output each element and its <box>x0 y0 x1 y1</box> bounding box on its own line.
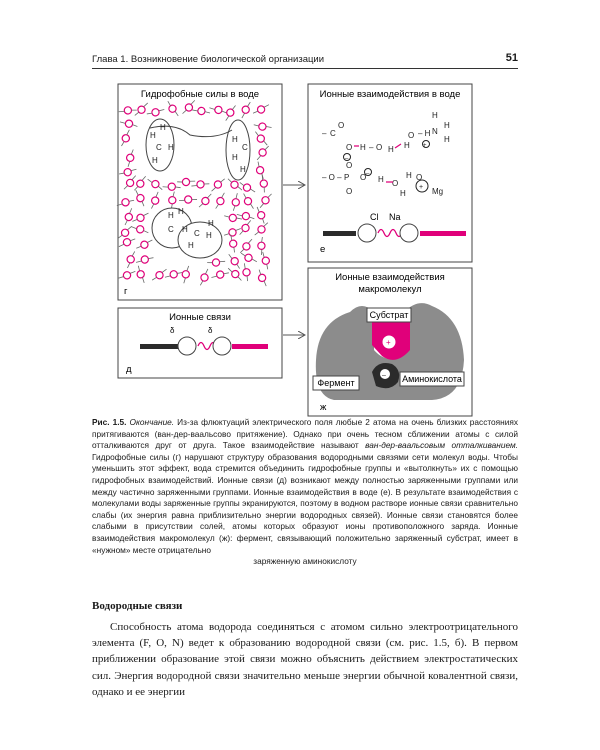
figure-number: Рис. 1.5. <box>92 417 127 427</box>
svg-text:H: H <box>232 153 238 162</box>
svg-text:H: H <box>188 241 194 250</box>
chapter-title: Глава 1. Возникновение биологической организации <box>92 54 325 65</box>
svg-text:Na: Na <box>389 212 401 222</box>
svg-text:– O –: – O – <box>322 173 342 182</box>
svg-text:O: O <box>376 143 383 152</box>
svg-text:H: H <box>444 135 450 144</box>
panel-g-frame <box>118 84 282 300</box>
svg-text:H: H <box>206 231 212 240</box>
svg-text:H: H <box>388 145 394 154</box>
svg-text:H: H <box>432 111 438 120</box>
svg-text:H: H <box>444 121 450 130</box>
caption-text-1: Из-за флюктуаций электрического поля любые 2 атома на очень близких расстояниях притягиваются (ван-дер-ваальсово притяжение). Однако при очень тесном сближении атомы с силой отталкиваются друг от друга. Такое взаимодействие называют <box>92 417 519 451</box>
caption-italic-term: ван-дер-ваальсовым отталкиванием. <box>365 440 518 451</box>
svg-text:+: + <box>423 143 427 149</box>
svg-text:H: H <box>168 143 174 152</box>
svg-text:O: O <box>338 121 345 130</box>
svg-text:е: е <box>320 244 326 255</box>
svg-text:H: H <box>182 225 188 234</box>
panel-zh-title-1: Ионные взаимодействия <box>335 272 445 283</box>
panel-zh-letter: ж <box>320 402 327 413</box>
svg-text:–: – <box>345 156 349 162</box>
svg-text:C: C <box>242 143 248 152</box>
svg-text:– H: – H <box>418 129 431 138</box>
section-heading: Водородные связи <box>92 600 183 612</box>
svg-text:δ: δ <box>170 326 175 335</box>
svg-text:–: – <box>322 129 327 138</box>
panel-g-letter: г <box>124 286 128 297</box>
svg-text:H: H <box>150 131 156 140</box>
svg-text:O: O <box>392 179 399 188</box>
svg-text:H: H <box>240 165 246 174</box>
svg-text:H: H <box>378 175 384 184</box>
svg-text:H: H <box>232 135 238 144</box>
svg-text:–: – <box>366 171 370 177</box>
svg-text:O: O <box>408 131 415 140</box>
svg-text:H: H <box>178 207 184 216</box>
svg-text:C: C <box>168 225 174 234</box>
svg-text:+: + <box>419 184 424 191</box>
svg-text:O: O <box>360 173 367 182</box>
amino-acid-label: Аминокислота <box>402 374 462 384</box>
svg-text:C: C <box>330 129 336 138</box>
figure-caption <box>92 417 518 568</box>
svg-text:–: – <box>369 143 374 152</box>
enzyme-label: Фермент <box>317 378 355 388</box>
svg-text:H: H <box>360 143 366 152</box>
svg-text:N: N <box>432 127 438 136</box>
panel-d-title: Ионные связи <box>169 312 231 323</box>
caption-lead: Окончание. <box>129 417 175 427</box>
svg-text:O: O <box>346 161 353 170</box>
svg-text:+: + <box>386 338 391 347</box>
svg-text:H: H <box>404 141 410 150</box>
svg-text:O: O <box>346 187 353 196</box>
caption-text-2: Гидрофобные силы (г) нарушают структуру образования водородными связями сети молекул воды. Чтобы уменьшить этот эффект, вода стремится объединить гидрофобные группы и «вытолкнуть» их с помощью гидрофобных взаимодействий. Ионные связи (д) возникают между полностью заряженными группами или между частично заряженными группами. Ионные взаимодействия в воде (е). В результате взаимодействия с молекулами воды заряженные группы экранируются, поэтому в водном растворе ионные связи сравнительно слабы (их энергия равна приблизительно энергии водородных связей). Ионные связи становятся более слабыми в присутствии солей, атомы которых образуют ионы противоположного заряда. Ионные взаимодействия макромолекул (ж): фермент, связывающий положительно заряженный субстрат, имеет в «нужном» месте отрицательно <box>92 451 518 555</box>
panel-zh-title-2: макромолекул <box>358 284 422 295</box>
svg-text:C: C <box>194 229 200 238</box>
caption-last-line: заряженную аминокислоту <box>253 556 357 567</box>
svg-text:Mg: Mg <box>432 187 444 196</box>
svg-text:H: H <box>168 211 174 220</box>
svg-text:H: H <box>400 189 406 198</box>
svg-text:д: д <box>126 364 132 375</box>
panel-g-title: Гидрофобные силы в воде <box>140 89 260 100</box>
svg-text:–: – <box>382 372 386 379</box>
svg-text:H: H <box>160 123 166 132</box>
section-paragraph: Способность атома водорода соединяться с атомом сильно электроотрицательного элемента (F, O, N) ведет к образованию водородной связи (см. рис. 1.5, б). В первом приближении образование этой связи можно объяснить действием электростатических сил. Энергия водородной связи значительно меньше энергии обычной ковалентной связи, однако и ее энергии <box>92 621 518 698</box>
svg-text:P: P <box>344 173 350 182</box>
svg-text:H: H <box>152 156 158 165</box>
svg-text:Cl: Cl <box>370 212 379 222</box>
svg-text:C: C <box>156 143 162 152</box>
svg-text:H: H <box>208 219 214 228</box>
svg-text:H: H <box>406 171 412 180</box>
svg-text:O: O <box>346 143 353 152</box>
substrate-label: Субстрат <box>369 310 409 320</box>
svg-text:O: O <box>416 173 423 182</box>
svg-text:δ: δ <box>208 326 213 335</box>
page-number: 51 <box>505 52 518 64</box>
panel-e-title: Ионные взаимодействия в воде <box>319 89 461 100</box>
